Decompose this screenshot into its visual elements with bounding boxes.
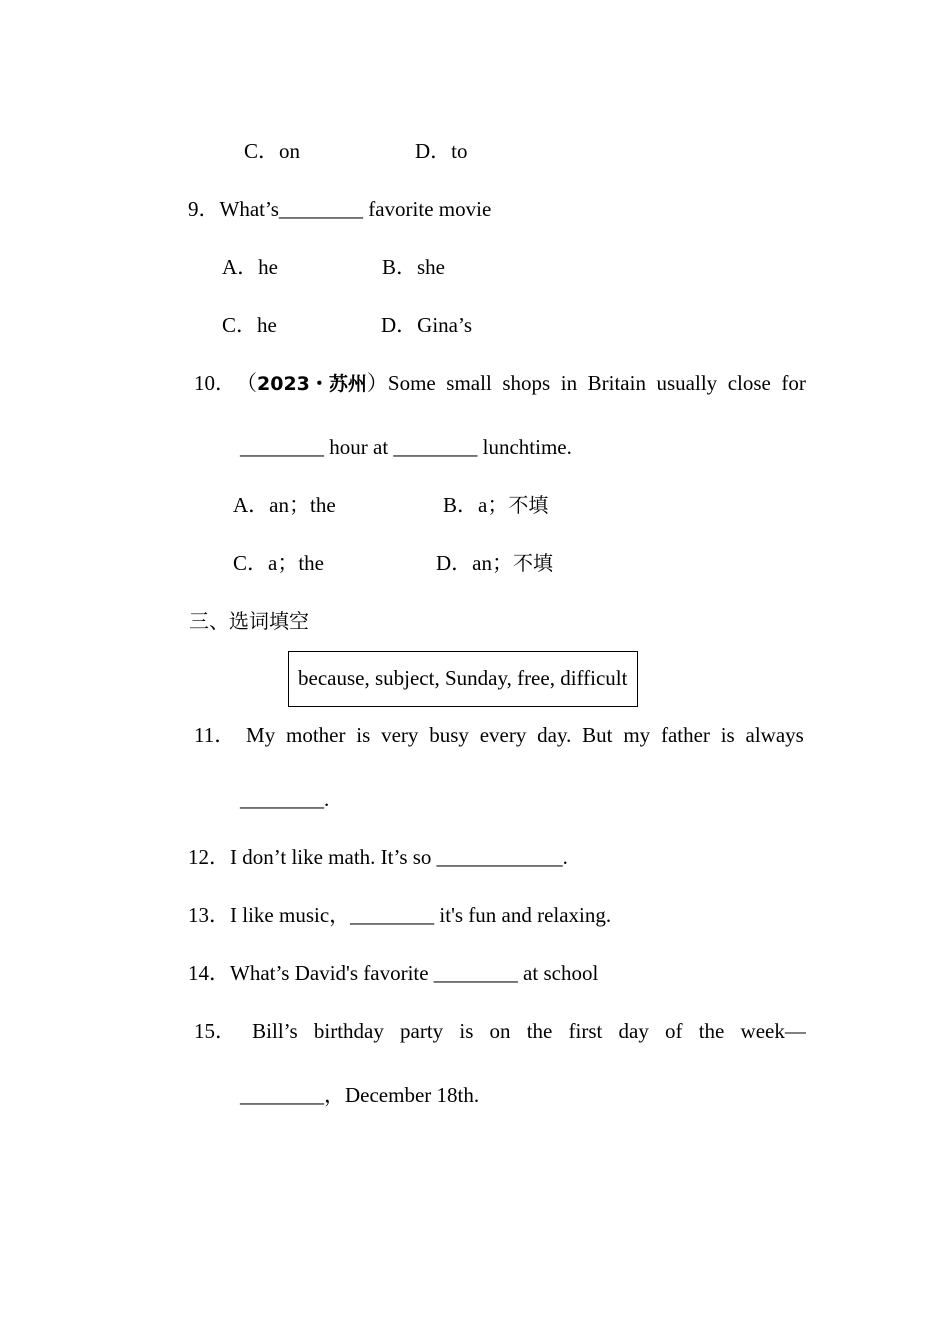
q10-number: 10． — [194, 371, 236, 395]
q11-word: is — [720, 723, 735, 747]
q15-word: the — [526, 1019, 553, 1043]
q10-word: Some — [387, 371, 436, 395]
q10-option-a: A．an；the — [233, 493, 336, 517]
q11-word: my — [623, 723, 651, 747]
q15-word: week— — [740, 1019, 806, 1043]
q10-source-close: ） — [366, 371, 388, 395]
q9-option-d: D．Gina’s — [381, 313, 472, 337]
q11-stem-line1 — [194, 721, 804, 749]
q15-word: of — [665, 1019, 683, 1043]
q10-option-b — [443, 491, 548, 519]
q15-word: on — [489, 1019, 511, 1043]
section-heading: 三、选词填空 — [189, 609, 309, 633]
q9-option-c: C．he — [222, 313, 277, 337]
q11-word: day. — [537, 723, 572, 747]
q11-word: every — [479, 723, 527, 747]
q15-word: the — [698, 1019, 725, 1043]
q15-word: first — [568, 1019, 603, 1043]
q9-stem: 9．What’s________ favorite movie — [188, 197, 492, 221]
q15-number: 15． — [194, 1019, 236, 1043]
q11-word: very — [381, 723, 419, 747]
q15-word: day — [618, 1019, 649, 1043]
q10-word: small — [446, 371, 492, 395]
q11-word: My — [246, 723, 276, 747]
q10-source-open: （ — [236, 371, 257, 395]
q11-word: always — [745, 723, 804, 747]
q9-option-a: A．he — [222, 255, 278, 279]
q10-word: Britain — [587, 371, 646, 395]
q10-word: in — [560, 371, 578, 395]
q11-word: But — [582, 723, 613, 747]
q11-word: busy — [429, 723, 469, 747]
q15-stem-line2 — [240, 1081, 479, 1109]
q15-stem-line1 — [194, 1017, 806, 1045]
q10-option-d-cjk: 不填 — [513, 551, 553, 575]
q14-stem: 14．What’s David's favorite ________ at school — [188, 961, 599, 985]
q11-number: 11． — [194, 723, 236, 747]
q10-word: shops — [502, 371, 551, 395]
q10-stem-line1 — [194, 369, 806, 398]
q12-stem: 12．I don’t like math. It’s so ____________. — [188, 845, 568, 869]
q10-option-d — [436, 549, 553, 577]
q15-date: December 18th. — [345, 1083, 480, 1107]
q10-option-b-cjk: 不填 — [508, 493, 549, 517]
q11-stem-line2: ________. — [240, 787, 330, 811]
q10-word: close — [727, 371, 771, 395]
q9-option-b: B．she — [382, 255, 445, 279]
q11-word: father — [660, 723, 710, 747]
q15-word: party — [400, 1019, 444, 1043]
q10-word: for — [781, 371, 806, 395]
q8-option-c: C．on — [244, 139, 301, 163]
q11-word: is — [356, 723, 371, 747]
q11-word: mother — [286, 723, 346, 747]
q15-word: Bill’s — [252, 1019, 298, 1043]
word-bank-box: because, subject, Sunday, free, difficult — [288, 651, 638, 707]
q10-stem-line2: ________ hour at ________ lunchtime. — [240, 435, 572, 459]
q10-option-d-label: D．an； — [436, 551, 513, 575]
q10-word: usually — [656, 371, 718, 395]
q10-stem-words — [388, 369, 806, 397]
q13-stem: 13．I like music，________ it's fun and relaxing. — [188, 903, 612, 927]
q15-blank: ________， — [240, 1083, 345, 1107]
q8-option-d: D．to — [415, 139, 468, 163]
q10-option-b-label: B．a； — [443, 493, 509, 517]
q15-word: birthday — [313, 1019, 384, 1043]
q10-source: 2023・苏州 — [257, 373, 367, 395]
q10-option-c: C．a；the — [233, 551, 324, 575]
q15-word: is — [459, 1019, 474, 1043]
